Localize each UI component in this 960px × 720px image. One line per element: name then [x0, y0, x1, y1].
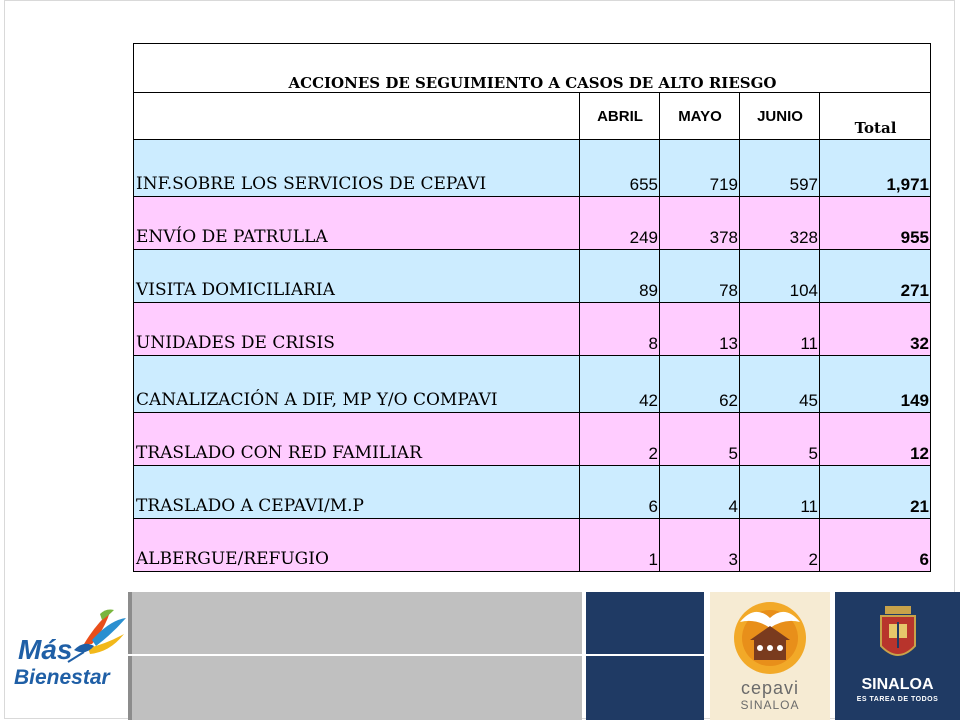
cell-mayo: 13 [660, 303, 740, 356]
cell-total: 32 [820, 303, 931, 356]
risk-cases-table [133, 43, 931, 572]
mas-bienestar-logo [14, 610, 124, 710]
state-name: SINALOA [861, 676, 934, 693]
bienestar-word: Bienestar [14, 666, 110, 689]
table-row [134, 140, 931, 197]
table-row [134, 413, 931, 466]
row-label: CANALIZACIÓN A DIF, MP Y/O COMPAVI [134, 356, 580, 413]
cell-mayo: 5 [660, 413, 740, 466]
cell-junio: 104 [740, 250, 820, 303]
table-title-row [134, 44, 931, 93]
footer-gray-panel-bottom [128, 656, 582, 720]
cell-abril: 655 [580, 140, 660, 197]
cepavi-emblem-icon [710, 592, 830, 682]
cell-junio: 5 [740, 413, 820, 466]
cell-abril: 8 [580, 303, 660, 356]
row-label: VISITA DOMICILIARIA [134, 250, 580, 303]
cell-total: 1,971 [820, 140, 931, 197]
row-label: TRASLADO A CEPAVI/M.P [134, 466, 580, 519]
sinaloa-shield-icon [835, 592, 960, 672]
row-label: ENVÍO DE PATRULLA [134, 197, 580, 250]
cell-mayo: 62 [660, 356, 740, 413]
cell-junio: 328 [740, 197, 820, 250]
cell-mayo: 3 [660, 519, 740, 572]
cell-mayo: 4 [660, 466, 740, 519]
footer-navy-panel-bottom [586, 656, 704, 720]
cell-junio: 11 [740, 466, 820, 519]
cell-abril: 89 [580, 250, 660, 303]
cell-total: 271 [820, 250, 931, 303]
mas-word: Más [18, 634, 73, 665]
cepavi-name: cepavi [740, 678, 800, 698]
table-title: ACCIONES DE SEGUIMIENTO A CASOS DE ALTO RIESGO [134, 44, 931, 93]
cell-total: 12 [820, 413, 931, 466]
footer-gray-panel-top [128, 592, 582, 654]
table-row [134, 303, 931, 356]
cell-junio: 597 [740, 140, 820, 197]
table-row [134, 250, 931, 303]
table-row [134, 466, 931, 519]
cell-total: 21 [820, 466, 931, 519]
cell-junio: 2 [740, 519, 820, 572]
cepavi-subtitle: SINALOA [740, 698, 800, 712]
table-row [134, 197, 931, 250]
header-empty-cell [134, 93, 580, 140]
cell-abril: 1 [580, 519, 660, 572]
table-header-row [134, 93, 931, 140]
row-label: ALBERGUE/REFUGIO [134, 519, 580, 572]
cell-mayo: 378 [660, 197, 740, 250]
cell-mayo: 78 [660, 250, 740, 303]
column-header-junio: JUNIO [740, 93, 820, 140]
cell-junio: 11 [740, 303, 820, 356]
row-label: UNIDADES DE CRISIS [134, 303, 580, 356]
state-tagline: ES TAREA DE TODOS [856, 696, 939, 703]
table-row [134, 519, 931, 572]
cell-abril: 42 [580, 356, 660, 413]
sinaloa-logo [835, 592, 960, 720]
cell-junio: 45 [740, 356, 820, 413]
column-header-mayo: MAYO [660, 93, 740, 140]
column-header-abril: ABRIL [580, 93, 660, 140]
cell-total: 955 [820, 197, 931, 250]
footer-navy-panel-top [586, 592, 704, 654]
cell-mayo: 719 [660, 140, 740, 197]
table-row [134, 356, 931, 413]
cell-abril: 2 [580, 413, 660, 466]
cell-total: 149 [820, 356, 931, 413]
cell-total: 6 [820, 519, 931, 572]
row-label: INF.SOBRE LOS SERVICIOS DE CEPAVI [134, 140, 580, 197]
cepavi-logo [710, 592, 830, 720]
cell-abril: 249 [580, 197, 660, 250]
column-header-total: Total [820, 93, 931, 140]
row-label: TRASLADO CON RED FAMILIAR [134, 413, 580, 466]
cell-abril: 6 [580, 466, 660, 519]
